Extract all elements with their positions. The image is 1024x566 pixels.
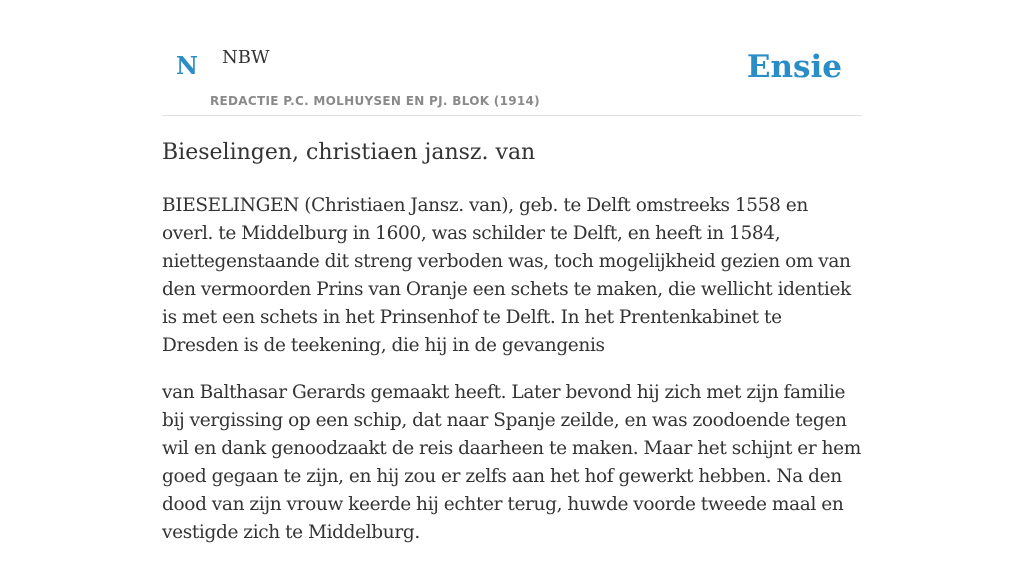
source-name[interactable]: NBW xyxy=(222,47,270,68)
source-logo[interactable]: N xyxy=(176,51,198,80)
source-editors: REDACTIE P.C. MOLHUYSEN EN PJ. BLOK (1914) xyxy=(210,94,540,108)
article-paragraph: van Balthasar Gerards gemaakt heeft. Later bevond hij zich met zijn familie bij vergissing op een schip, dat naar Spanje zeilde, en was zoodoende tegen wil en dank genoodzaakt de reis daarheen te maken. Maar het schijnt er hem goed gegaan te zijn, en hij zou er zelfs aan het hof gewerkt hebben. Na den dood van zijn vrouw keerde hij echter terug, huwde voorde tweede maal en vestigde zich te Middelburg. xyxy=(162,382,861,543)
article-body xyxy=(162,192,862,566)
ensie-logo-link[interactable]: Ensie xyxy=(746,49,842,85)
page xyxy=(162,0,862,543)
source-header xyxy=(162,0,862,116)
article-title: Bieselingen, christiaen jansz. van xyxy=(162,140,536,165)
article-paragraph: BIESELINGEN (Christiaen Jansz. van), geb. te Delft omstreeks 1558 en overl. te Middelburg in 1600, was schilder te Delft, en heeft in 1584, niettegenstaande dit streng verboden was, toch mogelijkheid gezien om van den vermoorden Prins van Oranje een schets te maken, die wellicht identiek is met een schets in het Prinsenhof te Delft. In het Prentenkabinet te Dresden is de teekening, die hij in de gevangenis xyxy=(162,195,851,356)
